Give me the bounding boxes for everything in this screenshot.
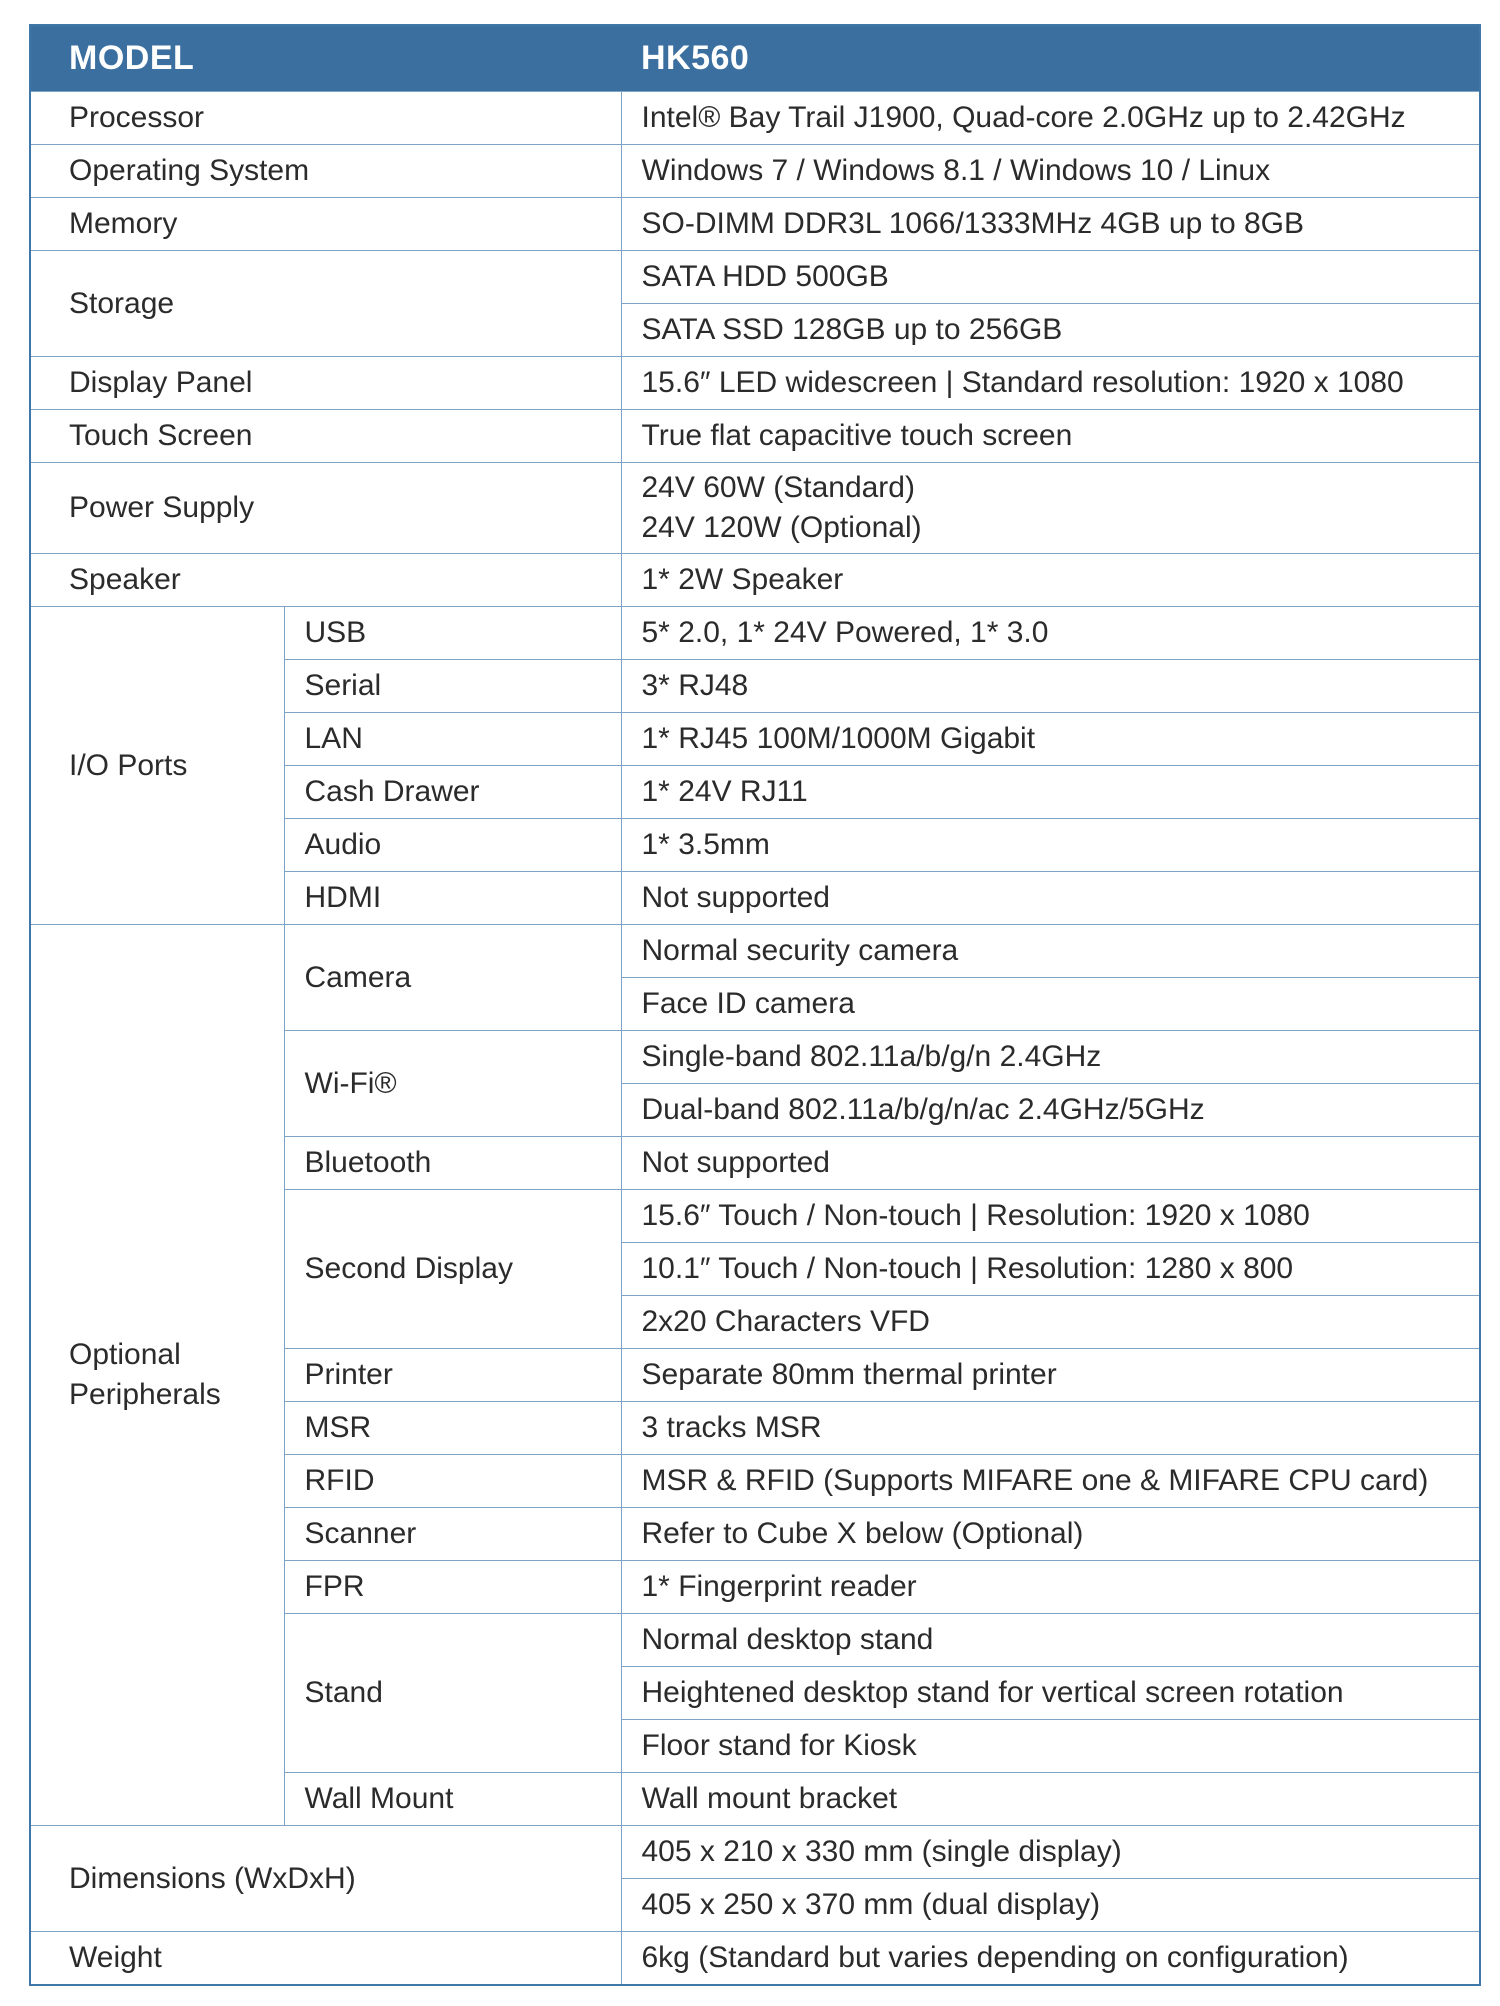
table-row (30, 1826, 1480, 1879)
speaker-value: 1* 2W Speaker (621, 554, 1480, 607)
wifi-value: Dual-band 802.11a/b/g/n/ac 2.4GHz/5GHz (621, 1084, 1480, 1137)
dimensions-label: Dimensions (WxDxH) (30, 1826, 621, 1932)
bluetooth-label: Bluetooth (284, 1137, 621, 1190)
rfid-value: MSR & RFID (Supports MIFARE one & MIFARE CPU card) (621, 1455, 1480, 1508)
memory-label: Memory (30, 198, 621, 251)
stand-value: Normal desktop stand (621, 1614, 1480, 1667)
table-row (30, 145, 1480, 198)
second-display-label: Second Display (284, 1190, 621, 1349)
dimensions-value: 405 x 250 x 370 mm (dual display) (621, 1879, 1480, 1932)
os-value: Windows 7 / Windows 8.1 / Windows 10 / Linux (621, 145, 1480, 198)
table-row (30, 251, 1480, 304)
io-item-value: 1* 3.5mm (621, 819, 1480, 872)
table-row (30, 1932, 1480, 1986)
os-label: Operating System (30, 145, 621, 198)
io-item-value: 1* 24V RJ11 (621, 766, 1480, 819)
second-display-value: 10.1″ Touch / Non-touch | Resolution: 1280 x 800 (621, 1243, 1480, 1296)
printer-value: Separate 80mm thermal printer (621, 1349, 1480, 1402)
weight-label: Weight (30, 1932, 621, 1986)
io-item-value: 5* 2.0, 1* 24V Powered, 1* 3.0 (621, 607, 1480, 660)
storage-label: Storage (30, 251, 621, 357)
storage-value: SATA HDD 500GB (621, 251, 1480, 304)
model-label: MODEL (30, 25, 621, 92)
fpr-label: FPR (284, 1561, 621, 1614)
spec-table (29, 24, 1481, 1986)
dimensions-value: 405 x 210 x 330 mm (single display) (621, 1826, 1480, 1879)
storage-value: SATA SSD 128GB up to 256GB (621, 304, 1480, 357)
table-row (30, 410, 1480, 463)
stand-label: Stand (284, 1614, 621, 1773)
io-item-value: 1* RJ45 100M/1000M Gigabit (621, 713, 1480, 766)
display-panel-label: Display Panel (30, 357, 621, 410)
camera-value: Normal security camera (621, 925, 1480, 978)
peripherals-label (30, 925, 284, 1826)
msr-label: MSR (284, 1402, 621, 1455)
camera-value: Face ID camera (621, 978, 1480, 1031)
stand-value: Heightened desktop stand for vertical screen rotation (621, 1667, 1480, 1720)
power-supply-label: Power Supply (30, 463, 621, 554)
fpr-value: 1* Fingerprint reader (621, 1561, 1480, 1614)
wifi-value: Single-band 802.11a/b/g/n 2.4GHz (621, 1031, 1480, 1084)
processor-label: Processor (30, 92, 621, 145)
touch-screen-label: Touch Screen (30, 410, 621, 463)
scanner-label: Scanner (284, 1508, 621, 1561)
table-row (30, 925, 1480, 978)
touch-screen-value: True flat capacitive touch screen (621, 410, 1480, 463)
bluetooth-value: Not supported (621, 1137, 1480, 1190)
wifi-label: Wi-Fi® (284, 1031, 621, 1137)
io-ports-label: I/O Ports (30, 607, 284, 925)
io-item-label: HDMI (284, 872, 621, 925)
power-supply-line: 24V 120W (Optional) (641, 511, 922, 544)
peripherals-label-line: Optional (69, 1338, 181, 1371)
header-row (30, 25, 1480, 92)
io-item-value: Not supported (621, 872, 1480, 925)
scanner-value: Refer to Cube X below (Optional) (621, 1508, 1480, 1561)
camera-label: Camera (284, 925, 621, 1031)
peripherals-label-line: Peripherals (69, 1378, 221, 1411)
stand-value: Floor stand for Kiosk (621, 1720, 1480, 1773)
io-item-label: Cash Drawer (284, 766, 621, 819)
io-item-label: USB (284, 607, 621, 660)
printer-label: Printer (284, 1349, 621, 1402)
display-panel-value: 15.6″ LED widescreen | Standard resolution: 1920 x 1080 (621, 357, 1480, 410)
io-item-value: 3* RJ48 (621, 660, 1480, 713)
wall-mount-label: Wall Mount (284, 1773, 621, 1826)
weight-value: 6kg (Standard but varies depending on configuration) (621, 1932, 1480, 1986)
model-value: HK560 (621, 25, 1480, 92)
power-supply-value (621, 463, 1480, 554)
table-row (30, 357, 1480, 410)
table-row (30, 607, 1480, 660)
io-item-label: Serial (284, 660, 621, 713)
speaker-label: Speaker (30, 554, 621, 607)
wall-mount-value: Wall mount bracket (621, 1773, 1480, 1826)
table-row (30, 198, 1480, 251)
rfid-label: RFID (284, 1455, 621, 1508)
power-supply-line: 24V 60W (Standard) (641, 471, 915, 504)
memory-value: SO-DIMM DDR3L 1066/1333MHz 4GB up to 8GB (621, 198, 1480, 251)
table-row (30, 554, 1480, 607)
io-item-label: Audio (284, 819, 621, 872)
table-row (30, 463, 1480, 554)
second-display-value: 15.6″ Touch / Non-touch | Resolution: 1920 x 1080 (621, 1190, 1480, 1243)
io-item-label: LAN (284, 713, 621, 766)
second-display-value: 2x20 Characters VFD (621, 1296, 1480, 1349)
msr-value: 3 tracks MSR (621, 1402, 1480, 1455)
table-row (30, 92, 1480, 145)
processor-value: Intel® Bay Trail J1900, Quad-core 2.0GHz up to 2.42GHz (621, 92, 1480, 145)
